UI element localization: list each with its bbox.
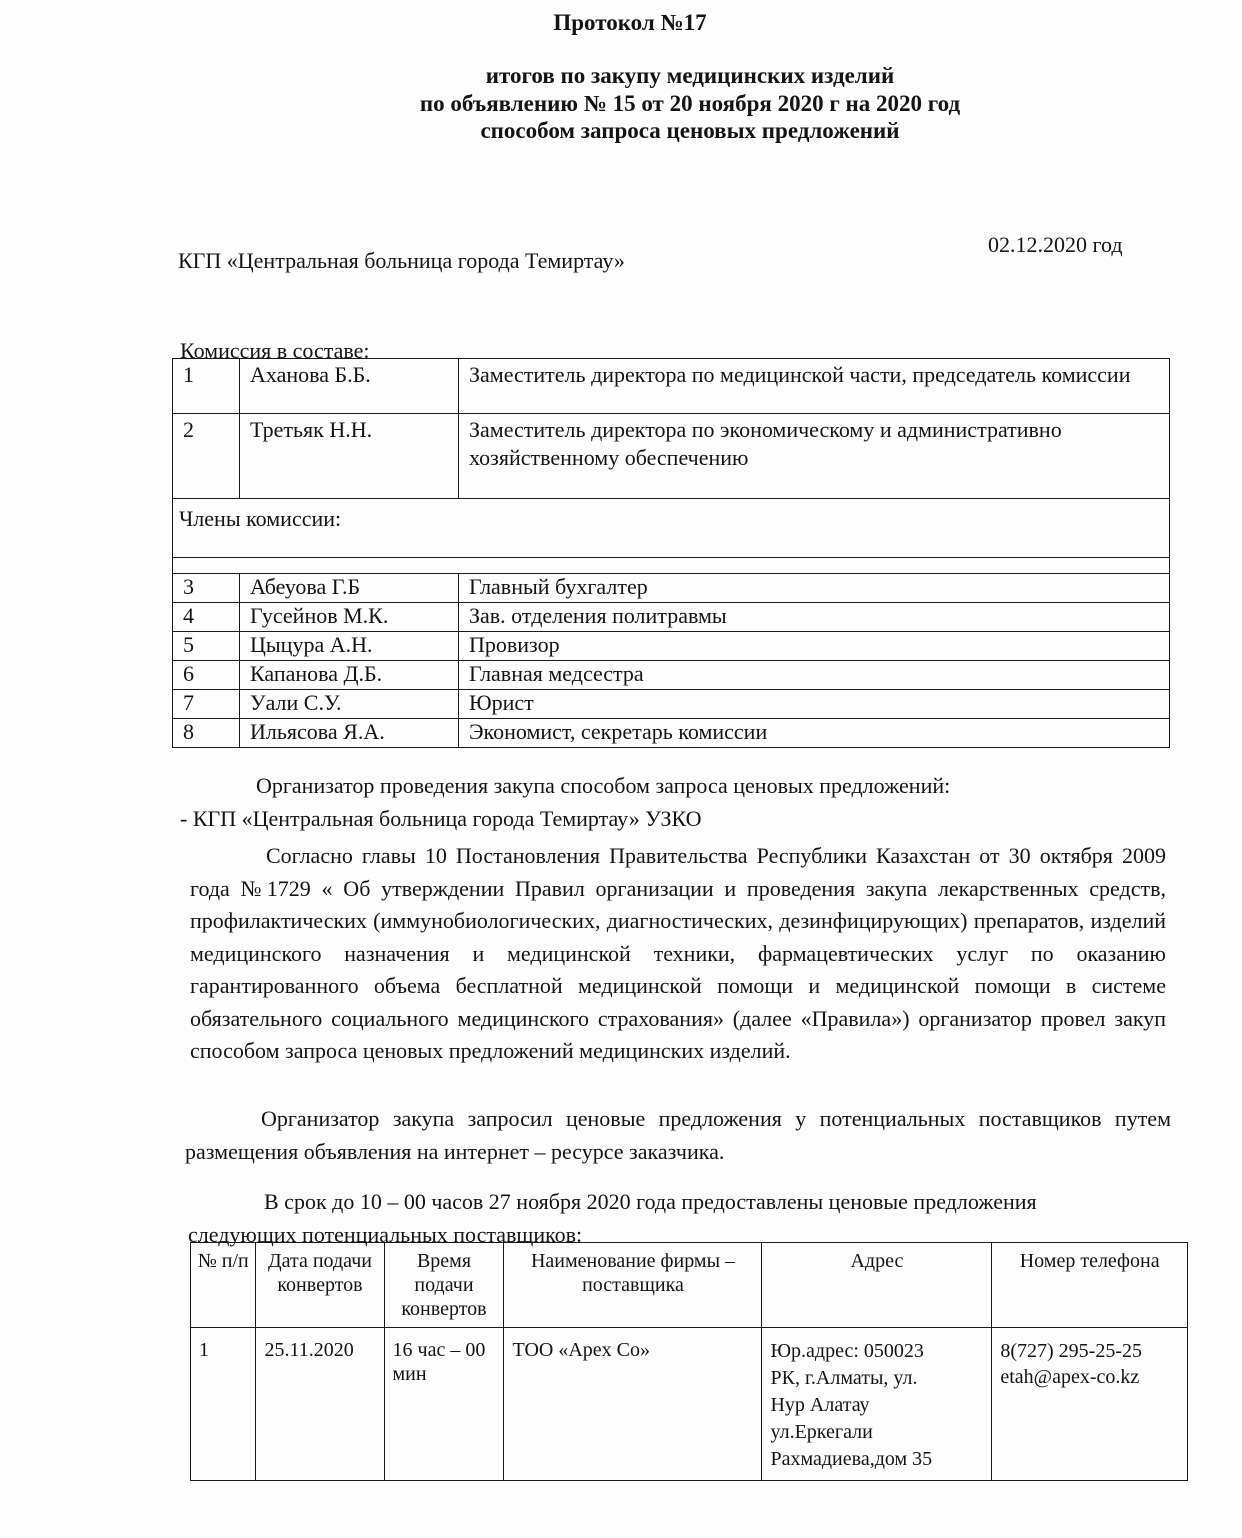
organization-name: КГП «Центральная больница города Темиртау» — [178, 248, 625, 273]
member-role: Провизор — [459, 632, 1170, 661]
spacer-row — [173, 558, 1170, 574]
address-line: Нур Алатау — [770, 1394, 870, 1416]
member-name: Абеуова Г.Б — [240, 574, 459, 603]
supplier-number: 1 — [191, 1328, 256, 1481]
member-role: Главный бухгалтер — [459, 574, 1170, 603]
document-subtitle-line-3: способом запроса ценовых предложений — [480, 118, 900, 143]
member-row — [173, 632, 1170, 661]
header-time: Время подачи конвертов — [384, 1243, 504, 1328]
member-number: 7 — [173, 690, 240, 719]
supplier-row — [191, 1328, 1188, 1481]
document-title: Протокол №17 — [553, 10, 707, 35]
deadline-tail: следующих потенциальных поставщиков: — [188, 1221, 583, 1247]
supplier-time: 16 час – 00 мин — [384, 1328, 504, 1481]
commission-row-number: 1 — [173, 359, 240, 414]
members-label: Члены комиссии: — [173, 499, 1170, 558]
supplier-contact — [992, 1328, 1188, 1481]
deadline-text: В срок до 10 – 00 часов 27 ноября 2020 года предоставлены ценовые предложения — [264, 1189, 1037, 1214]
member-number: 4 — [173, 603, 240, 632]
commission-row-number: 2 — [173, 414, 240, 499]
document-subtitle-line-2: по объявлению № 15 от 20 ноября 2020 г на 2020 год — [419, 91, 961, 116]
deadline-paragraph — [188, 1186, 1170, 1247]
member-name: Гусейнов М.К. — [240, 603, 459, 632]
member-row — [173, 690, 1170, 719]
member-name: Капанова Д.Б. — [240, 661, 459, 690]
member-row — [173, 661, 1170, 690]
supplier-email: etah@apex-co.kz — [1000, 1366, 1140, 1388]
supplier-date: 25.11.2020 — [256, 1328, 384, 1481]
header-phone: Номер телефона — [992, 1243, 1188, 1328]
commission-table — [172, 358, 1170, 748]
supplier-company: ТОО «Apex Co» — [504, 1328, 762, 1481]
spacer-cell — [173, 558, 1170, 574]
commission-row-name: Третьяк Н.Н. — [240, 414, 459, 499]
supplier-phone: 8(727) 295-25-25 — [1000, 1340, 1142, 1362]
member-role: Экономист, секретарь комиссии — [459, 719, 1170, 748]
member-number: 3 — [173, 574, 240, 603]
member-row — [173, 719, 1170, 748]
member-role: Юрист — [459, 690, 1170, 719]
address-line: РК, г.Алматы, ул. — [770, 1367, 918, 1389]
suppliers-header-row — [191, 1243, 1188, 1328]
members-label-row — [173, 499, 1170, 558]
organizer-heading: Организатор проведения закупа способом запроса ценовых предложений: — [256, 773, 951, 798]
member-role: Главная медсестра — [459, 661, 1170, 690]
organizer-block — [180, 770, 1170, 835]
member-number: 6 — [173, 661, 240, 690]
member-row — [173, 603, 1170, 632]
member-row — [173, 574, 1170, 603]
header-company: Наименование фирмы – поставщика — [504, 1243, 762, 1328]
commission-row-role: Заместитель директора по экономическому и административно хозяйственному обеспечению — [459, 414, 1170, 499]
address-line: Рахмадиева,дом 35 — [770, 1448, 933, 1470]
request-paragraph: Организатор закупа запросил ценовые предложения у потенциальных поставщиков путем размещения объявления на интернет – ресурсе заказчика. — [185, 1106, 1171, 1164]
member-role: Зав. отделения политравмы — [459, 603, 1170, 632]
commission-label: Комиссия в составе: — [180, 338, 370, 363]
member-number: 5 — [173, 632, 240, 661]
legal-basis-paragraph: Согласно главы 10 Постановления Правительства Республики Казахстан от 30 октября 2009 года №1729 « Об утверждении Правил организации и проведения закупа лекарственных средств, профилактических (иммунобиологических, диагностических, дезинфицирующих) препаратов, изделий медицинского назначения и медицинской техники, фармацевтических услуг по оказанию гарантированного объема бесплатной медицинской помощи и медицинской помощи в системе обязательного социального медицинского страхования» (далее «Правила») организатор провел закуп способом запроса ценовых предложений медицинских изделий. — [190, 843, 1166, 1063]
commission-row-role: Заместитель директора по медицинской части, председатель комиссии — [459, 359, 1170, 414]
commission-row — [173, 359, 1170, 414]
address-line: Юр.адрес: 050023 — [770, 1340, 924, 1362]
address-line: ул.Еркегали — [770, 1421, 873, 1443]
commission-row — [173, 414, 1170, 499]
member-name: Ильясова Я.А. — [240, 719, 459, 748]
supplier-address — [762, 1328, 992, 1481]
header-date: Дата подачи конвертов — [256, 1243, 384, 1328]
suppliers-table — [190, 1242, 1188, 1481]
commission-row-name: Аханова Б.Б. — [240, 359, 459, 414]
member-name: Уали С.У. — [240, 690, 459, 719]
organizer-name: - КГП «Центральная больница города Темиртау» УЗКО — [180, 805, 702, 831]
protocol-date: 02.12.2020 год — [988, 232, 1123, 257]
header-address: Адрес — [762, 1243, 992, 1328]
member-name: Цыцура А.Н. — [240, 632, 459, 661]
member-number: 8 — [173, 719, 240, 748]
document-subtitle-line-1: итогов по закупу медицинских изделий — [485, 63, 895, 88]
header-number: № п/п — [191, 1243, 256, 1328]
